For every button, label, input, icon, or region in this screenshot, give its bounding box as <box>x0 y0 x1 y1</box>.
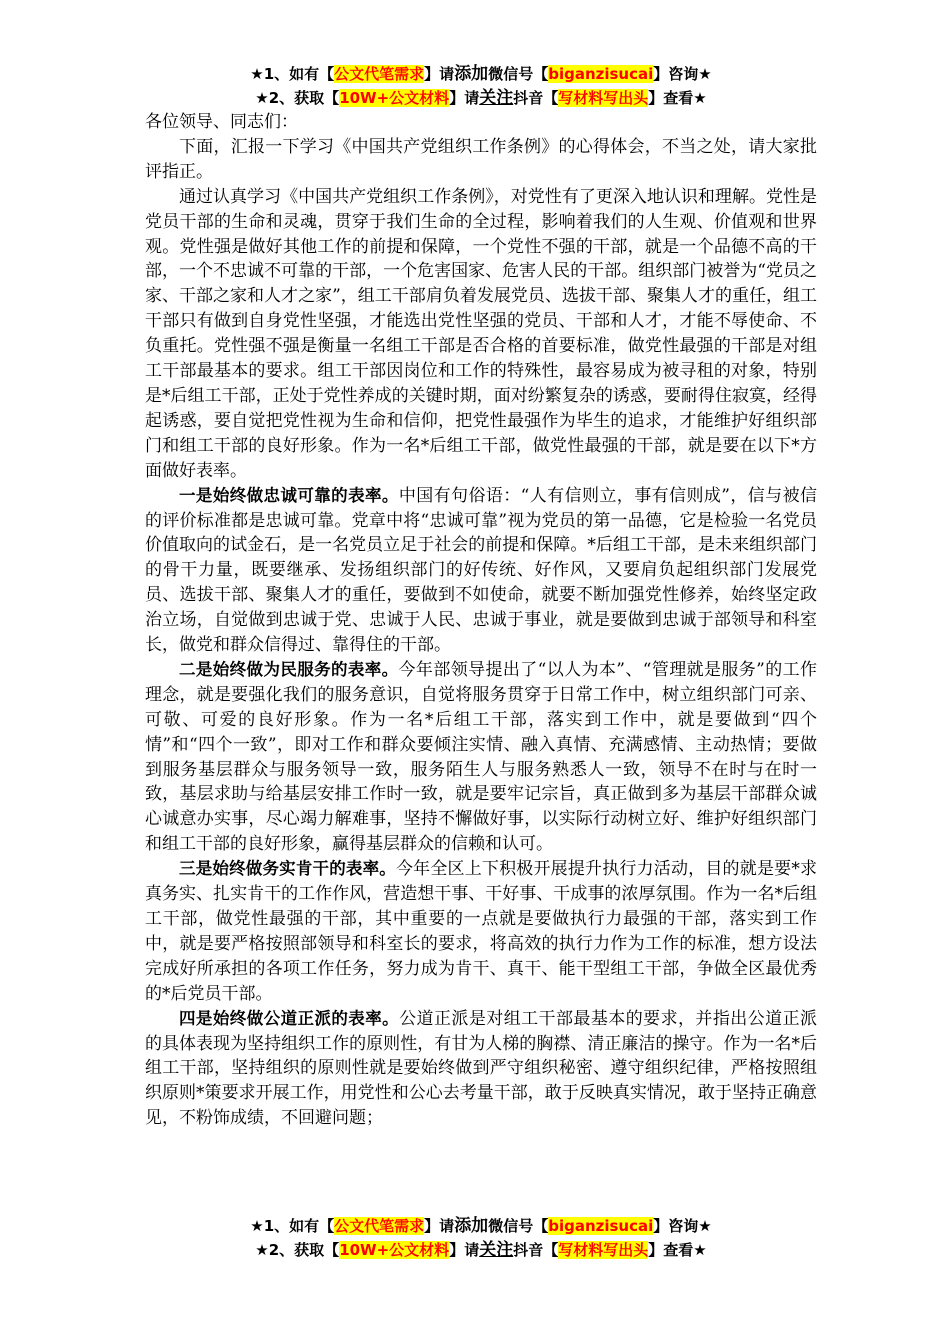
banner-text: 】咨询★ <box>653 65 712 83</box>
section-1-paragraph <box>145 484 817 658</box>
promo-banner-top-2 <box>145 86 817 110</box>
banner-emphasis: 添加 <box>454 64 489 84</box>
banner-text: ★1、如有【 <box>250 1217 335 1235</box>
section-1-heading: 一是始终做忠诚可靠的表率。 <box>179 485 399 505</box>
document-body <box>145 110 817 1131</box>
section-3-text: 今年全区上下积极开展提升执行力活动，目的就是要*求真务实、扎实肯干的工作作风，营造想干事、干好事、干成事的浓厚氛围。作为一名*后组工干部，做党性最强的干部，其中重要的一点就是要做执行力最强的干部，落实到工作中，就是要严格按照部领导和科室长的要求，将高效的执行力作为工作的标准，想方设法完成好所承担的各项工作任务，努力成为肯干、真干、能干型组工干部，争做全区最优秀的*后党员干部。 <box>145 859 818 1004</box>
banner-emphasis: 关注 <box>479 1240 514 1260</box>
banner-text: 抖音【 <box>513 89 559 107</box>
section-3-heading: 三是始终做务实肯干的表率。 <box>179 859 396 879</box>
main-paragraph: 通过认真学习《中国共产党组织工作条例》，对党性有了更深入地认识和理解。党性是党员干部的生命和灵魂，贯穿于我们生命的全过程，影响着我们的人生观、价值观和世界观。党性强是做好其他工作的前提和保障，一个党性不强的干部，就是一个品德不高的干部，一个不忠诚不可靠的干部，一个危害国家、危害人民的干部。组织部门被誉为“党员之家、干部之家和人才之家”，组工干部肩负着发展党员、选拔干部、聚集人才的重任，组工干部只有做到自身党性坚强，才能选出党性坚强的党员、干部和人才，才能不辱使命、不负重托。党性强不强是衡量一名组工干部是否合格的首要标准，做党性最强的干部是对组工干部最基本的要求。组工干部因岗位和工作的特殊性，最容易成为被寻租的对象，特别是*后组工干部，正处于党性养成的关键时期，面对纷繁复杂的诱惑，要耐得住寂寞，经得起诱惑，要自觉把党性视为生命和信仰，把党性最强作为毕生的追求，才能维护好组织部门和组工干部的良好形象。作为一名*后组工干部，做党性最强的干部，就是要在以下*方面做好表率。 <box>145 186 817 481</box>
section-2-text: 今年部领导提出了“以人为本”、“管理就是服务”的工作理念，就是要强化我们的服务意识，自觉将服务贯穿于日常工作中，树立组织部门可亲、可敬、可爱的良好形象。作为一名*后组工干部，落实到工作中，就是要做到“四个情”和“四个一致”，即对工作和群众要倾注实情、融入真情、充满感情、主动热情；要做到服务基层群众与服务领导一致，服务陌生人与服务熟悉人一致，领导不在时与在时一致，基层求助与给基层安排工作时一致，就是要牢记宗旨，真正做到多为基层干部群众诚心诚意办实事，尽心竭力解难事，坚持不懈做好事，以实际行动树立好、维护好组织部门和组工干部的良好形象，赢得基层群众的信赖和认可。 <box>145 659 818 855</box>
banner-highlight: biganzisucai <box>548 1217 654 1235</box>
banner-emphasis: 关注 <box>479 88 514 108</box>
banner-text: 】查看★ <box>648 1241 707 1259</box>
banner-text: 微信号【 <box>488 65 549 83</box>
intro-paragraph: 下面，汇报一下学习《中国共产党组织工作条例》的心得体会，不当之处，请大家批评指正。 <box>145 136 817 182</box>
section-4-text: 公道正派是对组工干部最基本的要求，并指出公道正派的具体表现为坚持组织工作的原则性，有甘为人梯的胸襟、清正廉洁的操守。作为一名*后组工干部，坚持组织的原则性就是要始终做到严守组织秘密、遵守组织纪律，严格按照组织原则*策要求开展工作，用党性和公心去考量干部，敢于反映真实情况，敢于坚持正确意见，不粉饰成绩，不回避问题； <box>145 1008 818 1129</box>
banner-text: 】查看★ <box>648 89 707 107</box>
promo-footer <box>145 1214 817 1262</box>
banner-text: 】请 <box>449 89 480 107</box>
banner-emphasis: 添加 <box>454 1216 489 1236</box>
banner-highlight: 公文代笔需求 <box>334 65 425 83</box>
promo-banner-bottom-1 <box>145 1214 817 1238</box>
banner-text: 微信号【 <box>488 1217 549 1235</box>
section-4-heading: 四是始终做公道正派的表率。 <box>179 1008 400 1028</box>
salutation: 各位领导、同志们： <box>145 112 298 132</box>
section-2-heading: 二是始终做为民服务的表率。 <box>179 659 399 679</box>
promo-banner-top-1 <box>145 62 817 86</box>
banner-text: 】请 <box>449 1241 480 1259</box>
banner-text: 】请 <box>424 1217 455 1235</box>
banner-highlight: 写材料写出头 <box>558 89 649 107</box>
section-2-paragraph <box>145 658 817 857</box>
section-1-text: 中国有句俗语：“人有信则立，事有信则成”，信与被信的评价标准都是忠诚可靠。党章中将“忠诚可靠”视为党员的第一品德，它是检验一名党员价值取向的试金石，是一名党员立足于社会的前提和保障。*后组工干部，是未来组织部门的骨干力量，既要继承、发扬组织部门的好传统、好作风，又要肩负起组织部门发展党员、选拔干部、聚集人才的重任，要做到不如使命，就要不断加强党性修养，始终坚定政治立场，自觉做到忠诚于党、忠诚于人民、忠诚于事业，就是要做到忠诚于部领导和科室长，做党和群众信得过、靠得住的干部。 <box>145 485 817 656</box>
banner-text: 抖音【 <box>513 1241 559 1259</box>
banner-highlight: 10W+公文材料 <box>339 89 450 107</box>
section-4-paragraph <box>145 1007 817 1132</box>
banner-text: ★1、如有【 <box>250 65 335 83</box>
section-3-paragraph <box>145 857 817 1006</box>
banner-text: ★2、获取【 <box>255 1241 340 1259</box>
banner-highlight: 写材料写出头 <box>558 1241 649 1259</box>
banner-highlight: 10W+公文材料 <box>339 1241 450 1259</box>
document-page <box>145 62 817 1131</box>
banner-text: 】请 <box>424 65 455 83</box>
banner-highlight: biganzisucai <box>548 65 654 83</box>
banner-text: ★2、获取【 <box>255 89 340 107</box>
promo-banner-bottom-2 <box>145 1238 817 1262</box>
banner-text: 】咨询★ <box>653 1217 712 1235</box>
banner-highlight: 公文代笔需求 <box>334 1217 425 1235</box>
